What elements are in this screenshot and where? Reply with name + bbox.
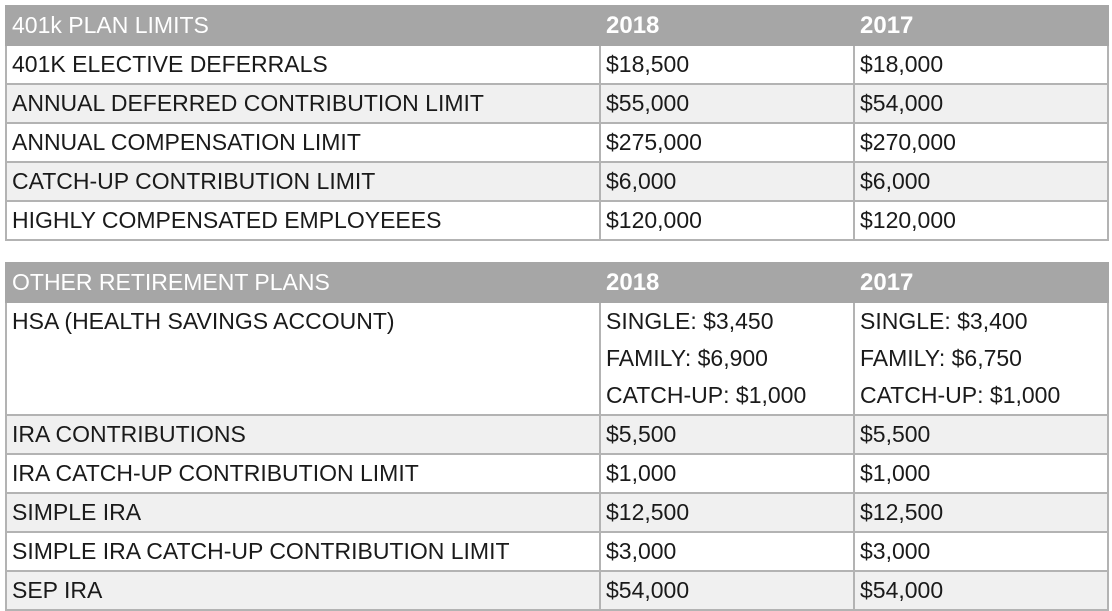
row-label: HSA (HEALTH SAVINGS ACCOUNT)	[6, 302, 600, 415]
row-label: SEP IRA	[6, 571, 600, 610]
row-label: ANNUAL COMPENSATION LIMIT	[6, 123, 600, 162]
table-row	[6, 84, 1108, 123]
value-2017: $12,500	[854, 493, 1108, 532]
hsa-single-2017: SINGLE: $3,400	[860, 308, 1028, 334]
column-header-2017: 2017	[854, 263, 1108, 302]
table-row	[6, 571, 1108, 610]
value-2018: $5,500	[600, 415, 854, 454]
hsa-catch-up-2018: CATCH-UP: $1,000	[606, 382, 807, 408]
value-2017: $54,000	[854, 84, 1108, 123]
table-header-row	[6, 6, 1108, 45]
value-2017: $18,000	[854, 45, 1108, 84]
value-2018: $275,000	[600, 123, 854, 162]
value-2017: $120,000	[854, 201, 1108, 240]
hsa-catch-up-2017: CATCH-UP: $1,000	[860, 382, 1061, 408]
table-row	[6, 532, 1108, 571]
hsa-family-2017: FAMILY: $6,750	[860, 345, 1022, 371]
column-header-2017: 2017	[854, 6, 1108, 45]
row-label: SIMPLE IRA	[6, 493, 600, 532]
hsa-single-2018: SINGLE: $3,450	[606, 308, 774, 334]
table-row	[6, 45, 1108, 84]
other-retirement-plans-table	[5, 262, 1109, 611]
value-2018: $6,000	[600, 162, 854, 201]
plan-limits-401k-table	[5, 5, 1109, 241]
value-2017: $5,500	[854, 415, 1108, 454]
column-header-2018: 2018	[600, 263, 854, 302]
hsa-family-2018: FAMILY: $6,900	[606, 345, 768, 371]
value-2018	[600, 302, 854, 415]
table-row	[6, 162, 1108, 201]
value-2017: $270,000	[854, 123, 1108, 162]
table-row	[6, 454, 1108, 493]
table-row	[6, 201, 1108, 240]
value-2017: $54,000	[854, 571, 1108, 610]
table-header-row	[6, 263, 1108, 302]
value-2017: $3,000	[854, 532, 1108, 571]
row-label: IRA CATCH-UP CONTRIBUTION LIMIT	[6, 454, 600, 493]
table-row	[6, 415, 1108, 454]
value-2018: $54,000	[600, 571, 854, 610]
row-label: HIGHLY COMPENSATED EMPLOYEEES	[6, 201, 600, 240]
value-2018: $18,500	[600, 45, 854, 84]
value-2018: $12,500	[600, 493, 854, 532]
row-label: IRA CONTRIBUTIONS	[6, 415, 600, 454]
row-label: SIMPLE IRA CATCH-UP CONTRIBUTION LIMIT	[6, 532, 600, 571]
value-2018: $120,000	[600, 201, 854, 240]
table-row	[6, 123, 1108, 162]
row-label: 401K ELECTIVE DEFERRALS	[6, 45, 600, 84]
table-row-hsa	[6, 302, 1108, 415]
table-row	[6, 493, 1108, 532]
value-2017: $1,000	[854, 454, 1108, 493]
value-2017: $6,000	[854, 162, 1108, 201]
row-label: ANNUAL DEFERRED CONTRIBUTION LIMIT	[6, 84, 600, 123]
value-2018: $1,000	[600, 454, 854, 493]
value-2018: $55,000	[600, 84, 854, 123]
value-2018: $3,000	[600, 532, 854, 571]
value-2017	[854, 302, 1108, 415]
column-header-2018: 2018	[600, 6, 854, 45]
row-label: CATCH-UP CONTRIBUTION LIMIT	[6, 162, 600, 201]
table-title: OTHER RETIREMENT PLANS	[6, 263, 600, 302]
table-title: 401k PLAN LIMITS	[6, 6, 600, 45]
